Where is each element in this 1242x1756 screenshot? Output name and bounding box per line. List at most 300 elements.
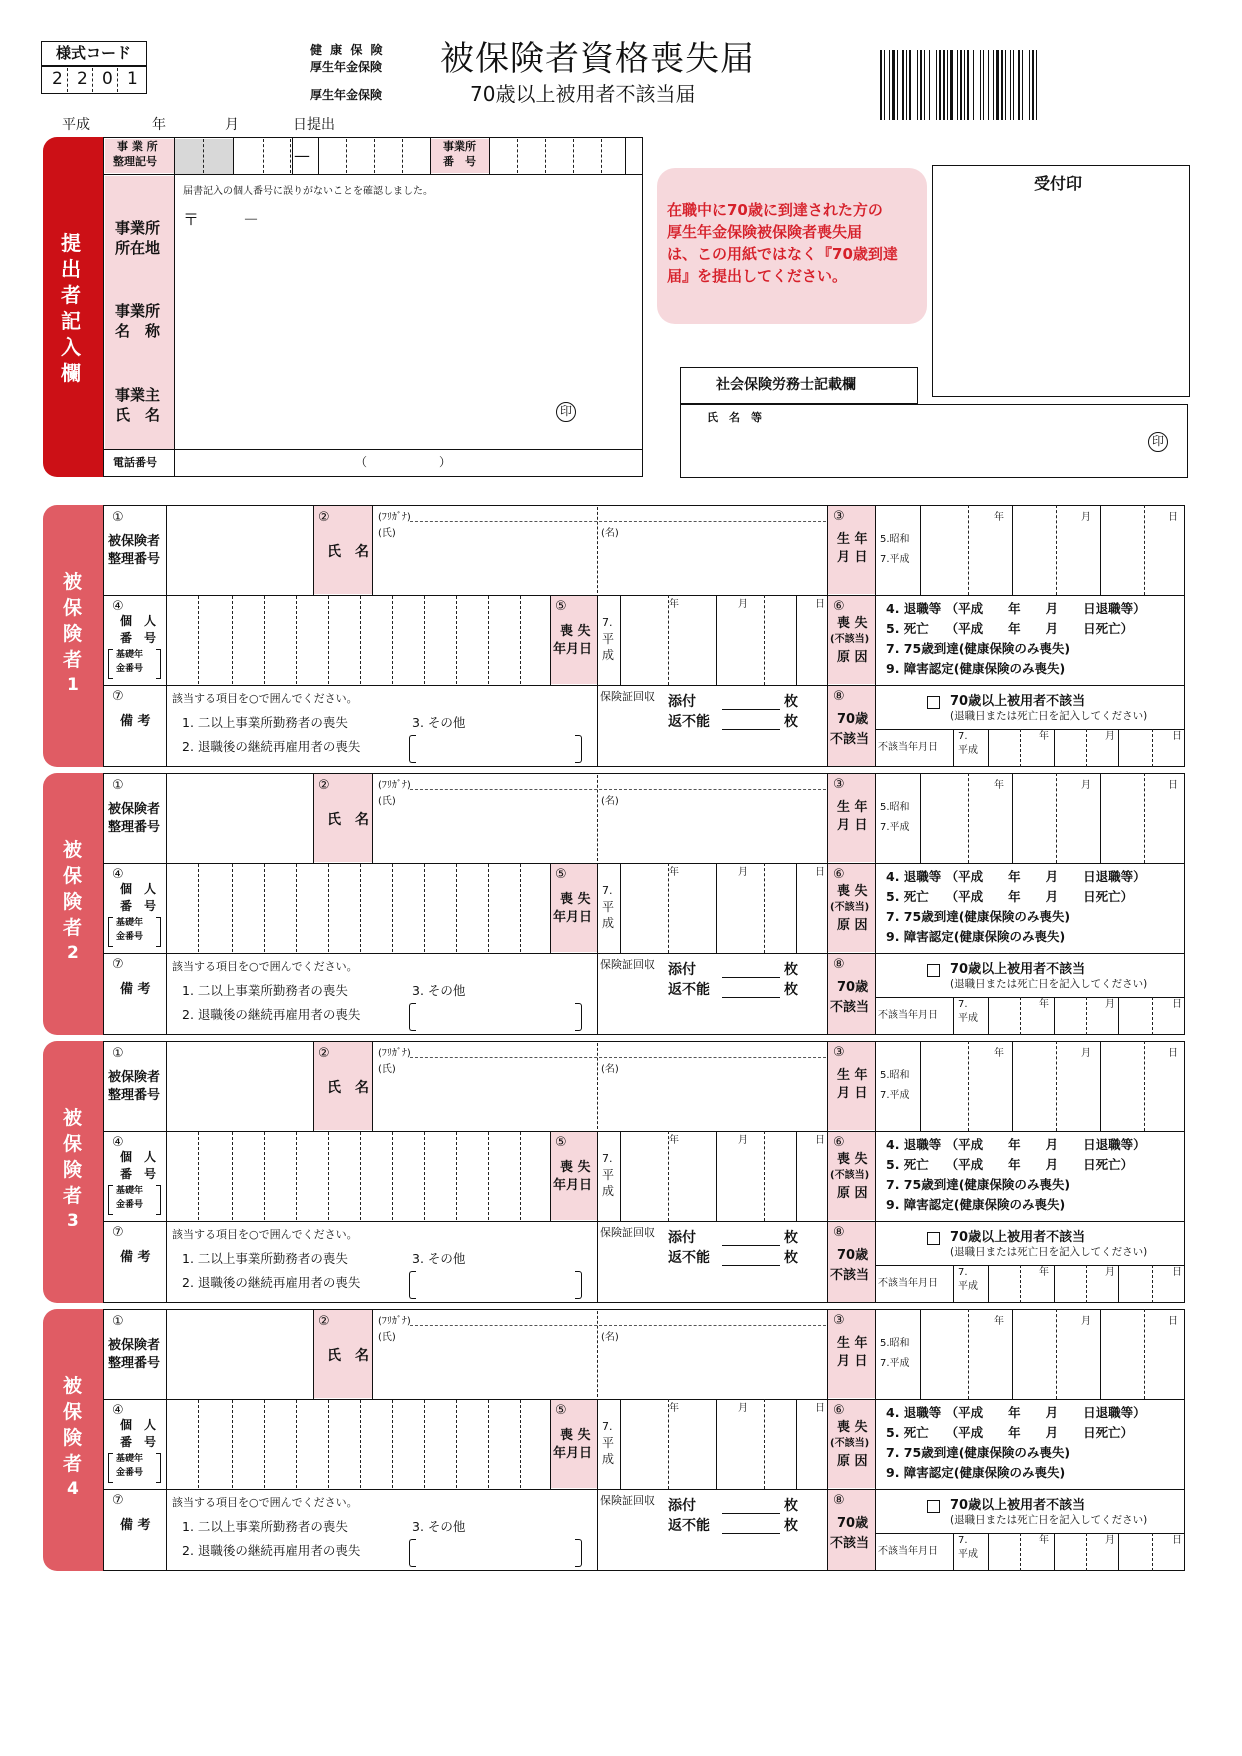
birth-label: 生 年 bbox=[837, 532, 868, 547]
cell-divider bbox=[318, 137, 319, 175]
loss-date-label-2: 年月日 bbox=[553, 642, 593, 657]
surname-input[interactable] bbox=[374, 809, 596, 861]
bracket-right bbox=[156, 1453, 161, 1483]
form-code-label: 様式コード bbox=[56, 44, 132, 62]
office-code-label: 事 業 所 bbox=[117, 140, 158, 153]
birth-date-input[interactable] bbox=[922, 1329, 1184, 1397]
nonapp-day-unit: 日 bbox=[1172, 1267, 1182, 1278]
cause-option[interactable]: 4. 退職等 （平成 年 月 日退職等） bbox=[886, 1137, 1146, 1152]
era-heisei: 7.平成 bbox=[880, 822, 910, 833]
cell-divider bbox=[372, 505, 373, 595]
basic-pension-label-2: 金番号 bbox=[116, 1468, 144, 1478]
row-divider bbox=[103, 953, 1185, 954]
attached-count-line[interactable] bbox=[722, 1513, 780, 1514]
circled-6: ⑥ bbox=[833, 1135, 845, 1150]
nonapp-era-number: 7. bbox=[958, 731, 968, 742]
nonapp-day-unit: 日 bbox=[1172, 731, 1182, 742]
reg-number-input[interactable] bbox=[168, 1043, 313, 1129]
cause-option[interactable]: 9. 障害認定(健康保険のみ喪失) bbox=[886, 929, 1066, 944]
nonapp-date-input[interactable] bbox=[990, 741, 1184, 765]
over70-label: 70歳 bbox=[837, 1248, 869, 1263]
submitter-band-char: 欄 bbox=[61, 361, 81, 385]
cell-divider bbox=[597, 953, 598, 1035]
cell-divider bbox=[597, 1489, 598, 1571]
personal-number-input[interactable] bbox=[168, 865, 548, 951]
personal-number-label-2: 番 号 bbox=[120, 1435, 157, 1449]
cause-option[interactable]: 9. 障害認定(健康保険のみ喪失) bbox=[886, 1197, 1066, 1212]
remarks-other-input[interactable] bbox=[418, 1271, 572, 1297]
insured-band-char: 者 bbox=[63, 1453, 83, 1475]
cell-divider bbox=[372, 773, 373, 863]
over70-label-2: 不該当 bbox=[830, 1000, 870, 1015]
remarks-option-1[interactable]: 1. 二以上事業所勤務者の喪失 bbox=[182, 1251, 348, 1266]
unreturnable-count-line[interactable] bbox=[722, 997, 780, 998]
remarks-other-input[interactable] bbox=[418, 1539, 572, 1565]
row-divider bbox=[875, 1533, 1185, 1534]
loss-era-char: 平 bbox=[602, 632, 615, 646]
circled-1: ① bbox=[112, 1314, 124, 1329]
reg-number-input[interactable] bbox=[168, 507, 313, 593]
circled-5: ⑤ bbox=[555, 867, 567, 882]
remarks-other-input[interactable] bbox=[418, 1003, 572, 1029]
surname-label: (氏) bbox=[378, 796, 396, 807]
birth-month-unit: 月 bbox=[1081, 512, 1091, 523]
circled-3: ③ bbox=[833, 1313, 845, 1328]
cell-divider bbox=[372, 1041, 373, 1131]
unreturnable-sheets-unit: 枚 bbox=[784, 1250, 798, 1266]
office-name-label-2: 名 称 bbox=[115, 322, 161, 340]
unreturnable-count-line[interactable] bbox=[722, 1533, 780, 1534]
bracket-left bbox=[108, 649, 113, 679]
insured-band-char: 保 bbox=[63, 597, 83, 619]
form-code-digit-divider bbox=[67, 68, 68, 92]
cell-divider bbox=[875, 1309, 876, 1571]
cell-divider bbox=[953, 1265, 954, 1303]
phone-input-parens: （ ） bbox=[355, 455, 452, 469]
cause-option[interactable]: 7. 75歳到達(健康保険のみ喪失) bbox=[886, 1177, 1071, 1192]
insured-band-number: 4 bbox=[67, 1479, 79, 1499]
reg-label: 被保険者 bbox=[108, 1338, 161, 1353]
cause-option[interactable]: 5. 死亡 （平成 年 月 日死亡） bbox=[886, 1157, 1134, 1172]
basic-pension-label: 基礎年 bbox=[116, 918, 144, 928]
nonapp-month-unit: 月 bbox=[1105, 731, 1115, 742]
cause-option[interactable]: 7. 75歳到達(健康保険のみ喪失) bbox=[886, 641, 1071, 656]
unreturnable-count-line[interactable] bbox=[722, 1265, 780, 1266]
attached-count-line[interactable] bbox=[722, 977, 780, 978]
birth-label: 生 年 bbox=[837, 1068, 868, 1083]
birth-date-input[interactable] bbox=[922, 1061, 1184, 1129]
attached-count-line[interactable] bbox=[722, 1245, 780, 1246]
sharoushi-name-label: 氏 名 等 bbox=[707, 411, 762, 424]
remarks-option-3[interactable]: 3. その他 bbox=[412, 1251, 466, 1266]
submitter-band-char: 記 bbox=[61, 309, 81, 333]
loss-era-number: 7. bbox=[602, 1152, 613, 1165]
birth-month-unit: 月 bbox=[1081, 780, 1091, 791]
owner-name-label: 事業主 bbox=[115, 386, 161, 404]
insured-band-char: 険 bbox=[63, 1427, 83, 1449]
birth-label-2: 月 日 bbox=[837, 1086, 868, 1101]
phone-input[interactable] bbox=[176, 451, 641, 475]
bracket-right bbox=[156, 649, 161, 679]
remarks-option-1[interactable]: 1. 二以上事業所勤務者の喪失 bbox=[182, 715, 348, 730]
given-name-input[interactable] bbox=[600, 1345, 826, 1397]
reg-label-2: 整理番号 bbox=[108, 552, 161, 567]
birth-day-unit: 日 bbox=[1168, 1316, 1178, 1327]
row-divider bbox=[103, 863, 1185, 864]
bracket-left bbox=[108, 1185, 113, 1215]
personal-number-confirm-text: 届書記入の個人番号に誤りがないことを確認しました。 bbox=[183, 186, 433, 197]
insured-band-char: 保 bbox=[63, 1401, 83, 1423]
reg-number-input[interactable] bbox=[168, 775, 313, 861]
cell-divider bbox=[920, 1041, 921, 1131]
nonapp-date-input[interactable] bbox=[990, 1009, 1184, 1033]
nonapp-date-input[interactable] bbox=[990, 1545, 1184, 1569]
cause-option[interactable]: 5. 死亡 （平成 年 月 日死亡） bbox=[886, 1425, 1134, 1440]
office-no-label-2: 番 号 bbox=[443, 155, 476, 168]
nonapp-era-number: 7. bbox=[958, 1535, 968, 1546]
owner-name-label-2: 氏 名 bbox=[115, 406, 161, 424]
nonapp-month-unit: 月 bbox=[1105, 999, 1115, 1010]
personal-number-input[interactable] bbox=[168, 1133, 548, 1219]
cause-label-3: 原 因 bbox=[837, 1186, 868, 1201]
notice-text-line: は、この用紙ではなく『70歳到達 bbox=[667, 245, 898, 263]
loss-date-input[interactable] bbox=[622, 1417, 826, 1487]
furigana-label: (ﾌﾘｶﾞﾅ) bbox=[378, 780, 411, 791]
furigana-line bbox=[410, 521, 826, 522]
surname-label: (氏) bbox=[378, 528, 396, 539]
cause-label: 喪 失 bbox=[837, 1420, 868, 1435]
bracket-right-big bbox=[575, 1539, 582, 1567]
birth-label: 生 年 bbox=[837, 1336, 868, 1351]
attached-count-line[interactable] bbox=[722, 709, 780, 710]
cell-divider bbox=[875, 1041, 876, 1303]
office-no-input[interactable] bbox=[490, 139, 625, 173]
surname-given-divider bbox=[597, 1043, 598, 1129]
cell-divider bbox=[875, 773, 876, 1035]
surname-input[interactable] bbox=[374, 1345, 596, 1397]
loss-date-label: 喪 失 bbox=[560, 892, 591, 907]
circled-1: ① bbox=[112, 778, 124, 793]
birth-day-unit: 日 bbox=[1168, 1048, 1178, 1059]
cell-divider bbox=[292, 137, 293, 175]
personal-number-input[interactable] bbox=[168, 597, 548, 683]
circled-4: ④ bbox=[112, 1403, 124, 1418]
dashed-divider bbox=[402, 139, 403, 173]
insured-band-char: 保 bbox=[63, 865, 83, 887]
loss-date-label: 喪 失 bbox=[560, 624, 591, 639]
form-code-digit: 2 bbox=[77, 69, 88, 89]
basic-pension-label: 基礎年 bbox=[116, 1454, 144, 1464]
cause-label: 喪 失 bbox=[837, 884, 868, 899]
insured-band-char: 険 bbox=[63, 891, 83, 913]
loss-date-label: 喪 失 bbox=[560, 1428, 591, 1443]
owner-name-input[interactable] bbox=[176, 378, 576, 448]
nonapp-date-input[interactable] bbox=[990, 1277, 1184, 1301]
remarks-option-1[interactable]: 1. 二以上事業所勤務者の喪失 bbox=[182, 1519, 348, 1534]
cause-label-2: (不該当) bbox=[830, 902, 870, 913]
personal-number-label: 個 人 bbox=[120, 1418, 157, 1432]
surname-given-divider bbox=[597, 775, 598, 861]
bracket-left bbox=[108, 1453, 113, 1483]
remarks-option-1[interactable]: 1. 二以上事業所勤務者の喪失 bbox=[182, 983, 348, 998]
remarks-instruction: 該当する項目を○で囲んでください。 bbox=[172, 1228, 358, 1241]
insured-band-char: 被 bbox=[63, 1107, 83, 1129]
loss-era-char-2: 成 bbox=[602, 648, 615, 662]
circled-2: ② bbox=[318, 1314, 330, 1329]
circled-3: ③ bbox=[833, 509, 845, 524]
over70-label: 70歳 bbox=[837, 980, 869, 995]
cell-divider bbox=[597, 1131, 598, 1221]
cause-option[interactable]: 4. 退職等 （平成 年 月 日退職等） bbox=[886, 601, 1146, 616]
insured-band-char: 険 bbox=[63, 623, 83, 645]
given-name-input[interactable] bbox=[600, 1077, 826, 1129]
bracket-right bbox=[156, 1185, 161, 1215]
form-code-digit: 2 bbox=[52, 69, 63, 89]
reg-number-input[interactable] bbox=[168, 1311, 313, 1397]
birth-date-input[interactable] bbox=[922, 793, 1184, 861]
basic-pension-label: 基礎年 bbox=[116, 650, 144, 660]
cause-label-2: (不該当) bbox=[830, 634, 870, 645]
birth-date-input[interactable] bbox=[922, 525, 1184, 593]
birth-year-unit: 年 bbox=[994, 512, 1004, 523]
cell-divider bbox=[620, 1399, 621, 1489]
over70-checkbox[interactable] bbox=[927, 1500, 940, 1513]
over70-checkbox[interactable] bbox=[927, 696, 940, 709]
circled-7: ⑦ bbox=[112, 689, 124, 704]
insurance-type-kosei: 厚生年金保険 bbox=[310, 60, 383, 74]
remarks-other-input[interactable] bbox=[418, 735, 572, 761]
basic-pension-label: 基礎年 bbox=[116, 1186, 144, 1196]
circled-2: ② bbox=[318, 1046, 330, 1061]
loss-date-input[interactable] bbox=[622, 881, 826, 951]
unreturnable-sheets-unit: 枚 bbox=[784, 1518, 798, 1534]
loss-era-char-2: 成 bbox=[602, 1452, 615, 1466]
unreturnable-count-line[interactable] bbox=[722, 729, 780, 730]
submitter-band-char: 者 bbox=[61, 283, 81, 307]
remarks-label: 備 考 bbox=[120, 714, 151, 729]
row-divider bbox=[103, 449, 643, 450]
over70-label-2: 不該当 bbox=[830, 1268, 870, 1283]
circled-4: ④ bbox=[112, 867, 124, 882]
personal-number-input[interactable] bbox=[168, 1401, 548, 1487]
cause-label: 喪 失 bbox=[837, 1152, 868, 1167]
row-divider bbox=[103, 174, 643, 175]
loss-date-input[interactable] bbox=[622, 613, 826, 683]
cell-divider bbox=[988, 1533, 989, 1571]
era-heisei: 7.平成 bbox=[880, 1090, 910, 1101]
circled-7: ⑦ bbox=[112, 1493, 124, 1508]
reg-label: 被保険者 bbox=[108, 534, 161, 549]
over70-note: (退職日または死亡日を記入してください) bbox=[950, 1246, 1148, 1258]
cause-option[interactable]: 4. 退職等 （平成 年 月 日退職等） bbox=[886, 1405, 1146, 1420]
bracket-left-big bbox=[409, 735, 416, 763]
date-day: 日提出 bbox=[293, 117, 335, 133]
card-collection-label: 保険証回収 bbox=[600, 1494, 655, 1507]
insured-band-char: 者 bbox=[63, 917, 83, 939]
personal-number-label-2: 番 号 bbox=[120, 631, 157, 645]
nonapp-era-label: 平成 bbox=[958, 1281, 978, 1292]
furigana-label: (ﾌﾘｶﾞﾅ) bbox=[378, 1316, 411, 1327]
sharoushi-name-input[interactable] bbox=[740, 410, 1140, 470]
remarks-option-2[interactable]: 2. 退職後の継続再雇用者の喪失 bbox=[182, 739, 361, 754]
reg-label-2: 整理番号 bbox=[108, 820, 161, 835]
cell-divider bbox=[166, 773, 167, 1035]
form-code-digit: 0 bbox=[102, 69, 113, 89]
loss-date-input[interactable] bbox=[622, 1149, 826, 1219]
surname-input[interactable] bbox=[374, 541, 596, 593]
name-label: 氏 名 bbox=[327, 812, 369, 828]
unreturnable-sheets-unit: 枚 bbox=[784, 982, 798, 998]
cause-option[interactable]: 9. 障害認定(健康保険のみ喪失) bbox=[886, 1465, 1066, 1480]
cell-divider bbox=[166, 505, 167, 767]
given-name-input[interactable] bbox=[600, 809, 826, 861]
reg-label-2: 整理番号 bbox=[108, 1356, 161, 1371]
cell-divider bbox=[920, 505, 921, 595]
circled-2: ② bbox=[318, 510, 330, 525]
notice-text-line: 在職中に70歳に到達された方の bbox=[667, 201, 883, 219]
insured-band-char: 者 bbox=[63, 649, 83, 671]
remarks-instruction: 該当する項目を○で囲んでください。 bbox=[172, 960, 358, 973]
loss-month-unit: 月 bbox=[738, 1135, 748, 1146]
date-year: 年 bbox=[152, 117, 166, 133]
cause-label-3: 原 因 bbox=[837, 918, 868, 933]
surname-given-divider bbox=[597, 1311, 598, 1397]
cause-option[interactable]: 7. 75歳到達(健康保険のみ喪失) bbox=[886, 909, 1071, 924]
cause-option[interactable]: 7. 75歳到達(健康保険のみ喪失) bbox=[886, 1445, 1071, 1460]
attached-sheets-unit: 枚 bbox=[784, 962, 798, 978]
birth-label-2: 月 日 bbox=[837, 550, 868, 565]
nonapp-era-label: 平成 bbox=[958, 1549, 978, 1560]
surname-label: (氏) bbox=[378, 1064, 396, 1075]
basic-pension-label-2: 金番号 bbox=[116, 932, 144, 942]
basic-pension-label-2: 金番号 bbox=[116, 664, 144, 674]
cell-divider bbox=[920, 773, 921, 863]
cell-divider bbox=[166, 1041, 167, 1303]
nonapp-year-unit: 年 bbox=[1039, 999, 1049, 1010]
personal-number-label-2: 番 号 bbox=[120, 899, 157, 913]
loss-day-unit: 日 bbox=[815, 599, 825, 610]
card-unreturnable-label: 返不能 bbox=[668, 1250, 710, 1266]
cell-divider bbox=[875, 505, 876, 767]
cause-label-3: 原 因 bbox=[837, 1454, 868, 1469]
cause-label-3: 原 因 bbox=[837, 650, 868, 665]
notice-text-line: 厚生年金保険被保険者喪失届 bbox=[667, 223, 863, 241]
date-era: 平成 bbox=[62, 117, 90, 133]
address-label-2: 所在地 bbox=[115, 239, 161, 257]
cell-divider bbox=[597, 863, 598, 953]
cause-label-2: (不該当) bbox=[830, 1170, 870, 1181]
office-code-gray-cell bbox=[175, 139, 233, 174]
era-heisei: 7.平成 bbox=[880, 1358, 910, 1369]
remarks-option-3[interactable]: 3. その他 bbox=[412, 983, 466, 998]
row-divider bbox=[103, 1489, 1185, 1490]
over70-checkbox-label: 70歳以上被用者不該当 bbox=[950, 1498, 1086, 1513]
over70-checkbox[interactable] bbox=[927, 964, 940, 977]
remarks-option-3[interactable]: 3. その他 bbox=[412, 715, 466, 730]
cause-label: 喪 失 bbox=[837, 616, 868, 631]
over70-note: (退職日または死亡日を記入してください) bbox=[950, 710, 1148, 722]
nonapp-era-number: 7. bbox=[958, 1267, 968, 1278]
furigana-line bbox=[410, 1057, 826, 1058]
submitter-band-char: 提 bbox=[61, 231, 81, 255]
cell-divider bbox=[625, 137, 626, 175]
cause-option[interactable]: 5. 死亡 （平成 年 月 日死亡） bbox=[886, 889, 1134, 904]
remarks-option-3[interactable]: 3. その他 bbox=[412, 1519, 466, 1534]
cause-option[interactable]: 4. 退職等 （平成 年 月 日退職等） bbox=[886, 869, 1146, 884]
loss-day-unit: 日 bbox=[815, 1135, 825, 1146]
loss-era-char: 平 bbox=[602, 1436, 615, 1450]
circled-6: ⑥ bbox=[833, 1403, 845, 1418]
cause-option[interactable]: 5. 死亡 （平成 年 月 日死亡） bbox=[886, 621, 1134, 636]
birth-year-unit: 年 bbox=[994, 1048, 1004, 1059]
birth-month-unit: 月 bbox=[1081, 1048, 1091, 1059]
receipt-stamp-label: 受付印 bbox=[1034, 174, 1083, 193]
cell-divider bbox=[620, 1131, 621, 1221]
surname-input[interactable] bbox=[374, 1077, 596, 1129]
remarks-instruction: 該当する項目を○で囲んでください。 bbox=[172, 1496, 358, 1509]
card-collection-label: 保険証回収 bbox=[600, 958, 655, 971]
row-divider bbox=[103, 1221, 1185, 1222]
insured-band-char: 者 bbox=[63, 1185, 83, 1207]
row-divider bbox=[103, 1399, 1185, 1400]
form-subtitle: 70歳以上被用者不該当届 bbox=[470, 82, 696, 106]
loss-era-char-2: 成 bbox=[602, 1184, 615, 1198]
cell-divider bbox=[597, 685, 598, 767]
insured-band-char: 保 bbox=[63, 1133, 83, 1155]
remarks-option-2[interactable]: 2. 退職後の継続再雇用者の喪失 bbox=[182, 1007, 361, 1022]
personal-number-label: 個 人 bbox=[120, 614, 157, 628]
bracket-right-big bbox=[575, 735, 582, 763]
address-input[interactable] bbox=[176, 200, 641, 300]
loss-month-unit: 月 bbox=[738, 867, 748, 878]
office-name-input[interactable] bbox=[176, 300, 641, 375]
cell-divider bbox=[597, 1221, 598, 1303]
cause-option[interactable]: 9. 障害認定(健康保険のみ喪失) bbox=[886, 661, 1066, 676]
over70-checkbox[interactable] bbox=[927, 1232, 940, 1245]
nonapp-era-label: 平成 bbox=[958, 745, 978, 756]
card-unreturnable-label: 返不能 bbox=[668, 1518, 710, 1534]
loss-era-number: 7. bbox=[602, 884, 613, 897]
remarks-instruction: 該当する項目を○で囲んでください。 bbox=[172, 692, 358, 705]
office-code-input[interactable] bbox=[234, 139, 292, 174]
over70-label-2: 不該当 bbox=[830, 1536, 870, 1551]
postal-dash: － bbox=[243, 210, 260, 229]
card-unreturnable-label: 返不能 bbox=[668, 714, 710, 730]
name-label: 氏 名 bbox=[327, 1348, 369, 1364]
circled-8: ⑧ bbox=[833, 689, 845, 704]
loss-era-char: 平 bbox=[602, 1168, 615, 1182]
given-name-label: (名) bbox=[601, 1064, 619, 1075]
nonapp-year-unit: 年 bbox=[1039, 731, 1049, 742]
birth-day-unit: 日 bbox=[1168, 512, 1178, 523]
row-divider bbox=[875, 997, 1185, 998]
remarks-option-2[interactable]: 2. 退職後の継続再雇用者の喪失 bbox=[182, 1543, 361, 1558]
loss-era-number: 7. bbox=[602, 1420, 613, 1433]
loss-era-number: 7. bbox=[602, 616, 613, 629]
loss-date-label: 喪 失 bbox=[560, 1160, 591, 1175]
bracket-left-big bbox=[409, 1271, 416, 1299]
given-name-input[interactable] bbox=[600, 541, 826, 593]
loss-date-label-2: 年月日 bbox=[553, 910, 593, 925]
bracket-right-big bbox=[575, 1271, 582, 1299]
over70-checkbox-label: 70歳以上被用者不該当 bbox=[950, 1230, 1086, 1245]
reg-label: 被保険者 bbox=[108, 802, 161, 817]
office-code-label-2: 整理記号 bbox=[113, 155, 157, 168]
attached-sheets-unit: 枚 bbox=[784, 1498, 798, 1514]
over70-label: 70歳 bbox=[837, 1516, 869, 1531]
loss-month-unit: 月 bbox=[738, 1403, 748, 1414]
remarks-option-2[interactable]: 2. 退職後の継続再雇用者の喪失 bbox=[182, 1275, 361, 1290]
